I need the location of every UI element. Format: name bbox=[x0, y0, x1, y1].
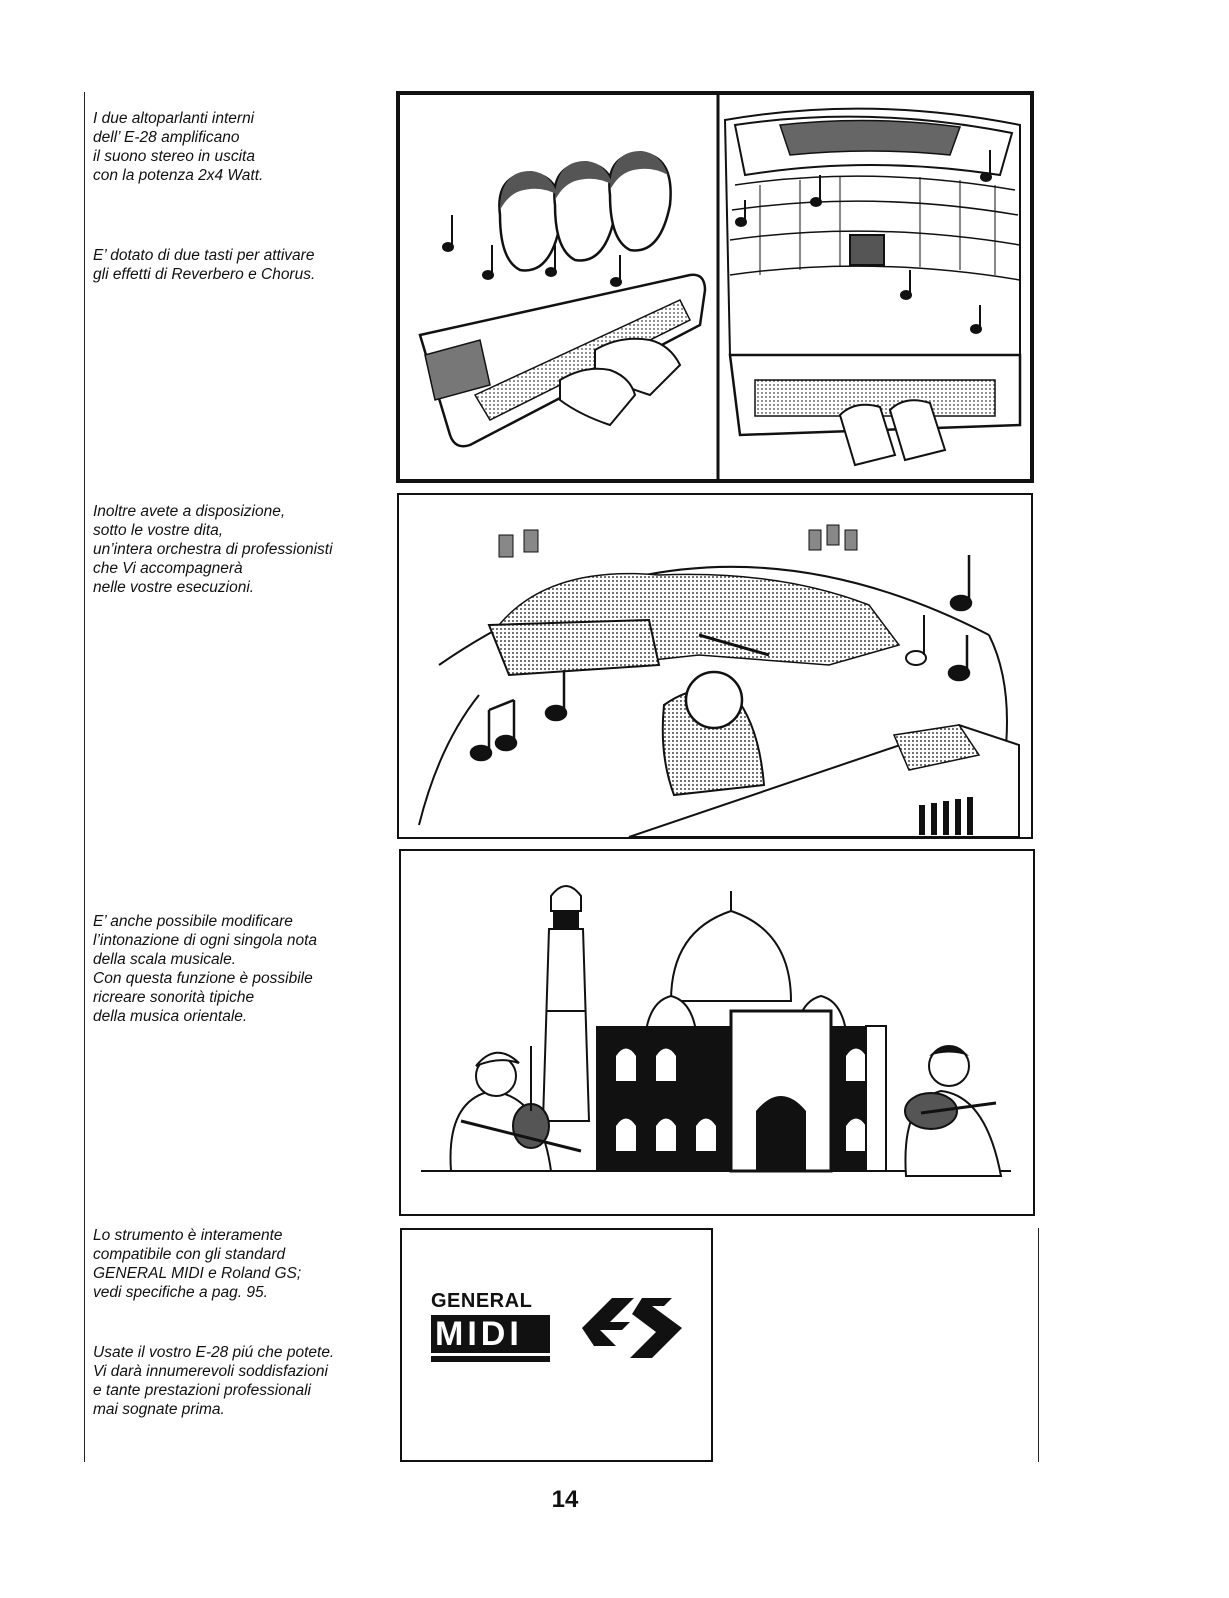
roland-gs-logo bbox=[572, 1288, 692, 1368]
closing-paragraph: Usate il vostro E-28 piú che potete. Vi darà innumerevoli soddisfazioni e tante prestazioni professionali mai sognate prima. bbox=[93, 1344, 335, 1418]
illustration-orchestra bbox=[397, 493, 1033, 839]
logo-general-text: GENERAL bbox=[431, 1290, 533, 1312]
oriental-scene-drawing bbox=[401, 851, 1033, 1214]
left-margin-rule bbox=[84, 92, 85, 1462]
orchestra-paragraph: Inoltre avete a disposizione, sotto le vostre dita, un’intera orchestra di professionisti che Vi accompagnerà nelle vostre esecuzioni. bbox=[93, 503, 333, 596]
logo-underline bbox=[431, 1356, 550, 1362]
logo-midi-text: MIDI bbox=[431, 1315, 550, 1353]
orchestra-drawing bbox=[399, 495, 1031, 837]
tuning-paragraph: E’ anche possibile modificare l’intonazione di ogni singola nota della scala musicale. Con questa funzione è possibile ricreare sonorità tipiche della musica orientale. bbox=[93, 913, 318, 1025]
compatibility-paragraph: Lo strumento è interamente compatibile con gli standard GENERAL MIDI e Roland GS; vedi specifiche a pag. 95. bbox=[93, 1227, 302, 1301]
gs-logo-graphic bbox=[572, 1288, 692, 1368]
speakers-paragraph: I due altoparlanti interni dell’ E-28 amplificano il suono stereo in uscita con la potenza 2x4 Watt. bbox=[93, 110, 264, 184]
effects-paragraph: E’ dotato di due tasti per attivare gli effetti di Reverbero e Chorus. bbox=[93, 247, 316, 283]
right-margin-rule bbox=[1038, 1228, 1039, 1462]
general-midi-gs-logo-panel bbox=[400, 1228, 713, 1462]
illustration-singers-concert-hall bbox=[396, 91, 1034, 483]
page-number: 14 bbox=[551, 1486, 579, 1513]
singers-hall-drawing bbox=[400, 95, 1030, 479]
general-midi-logo bbox=[431, 1290, 556, 1362]
illustration-oriental-scene bbox=[399, 849, 1035, 1216]
